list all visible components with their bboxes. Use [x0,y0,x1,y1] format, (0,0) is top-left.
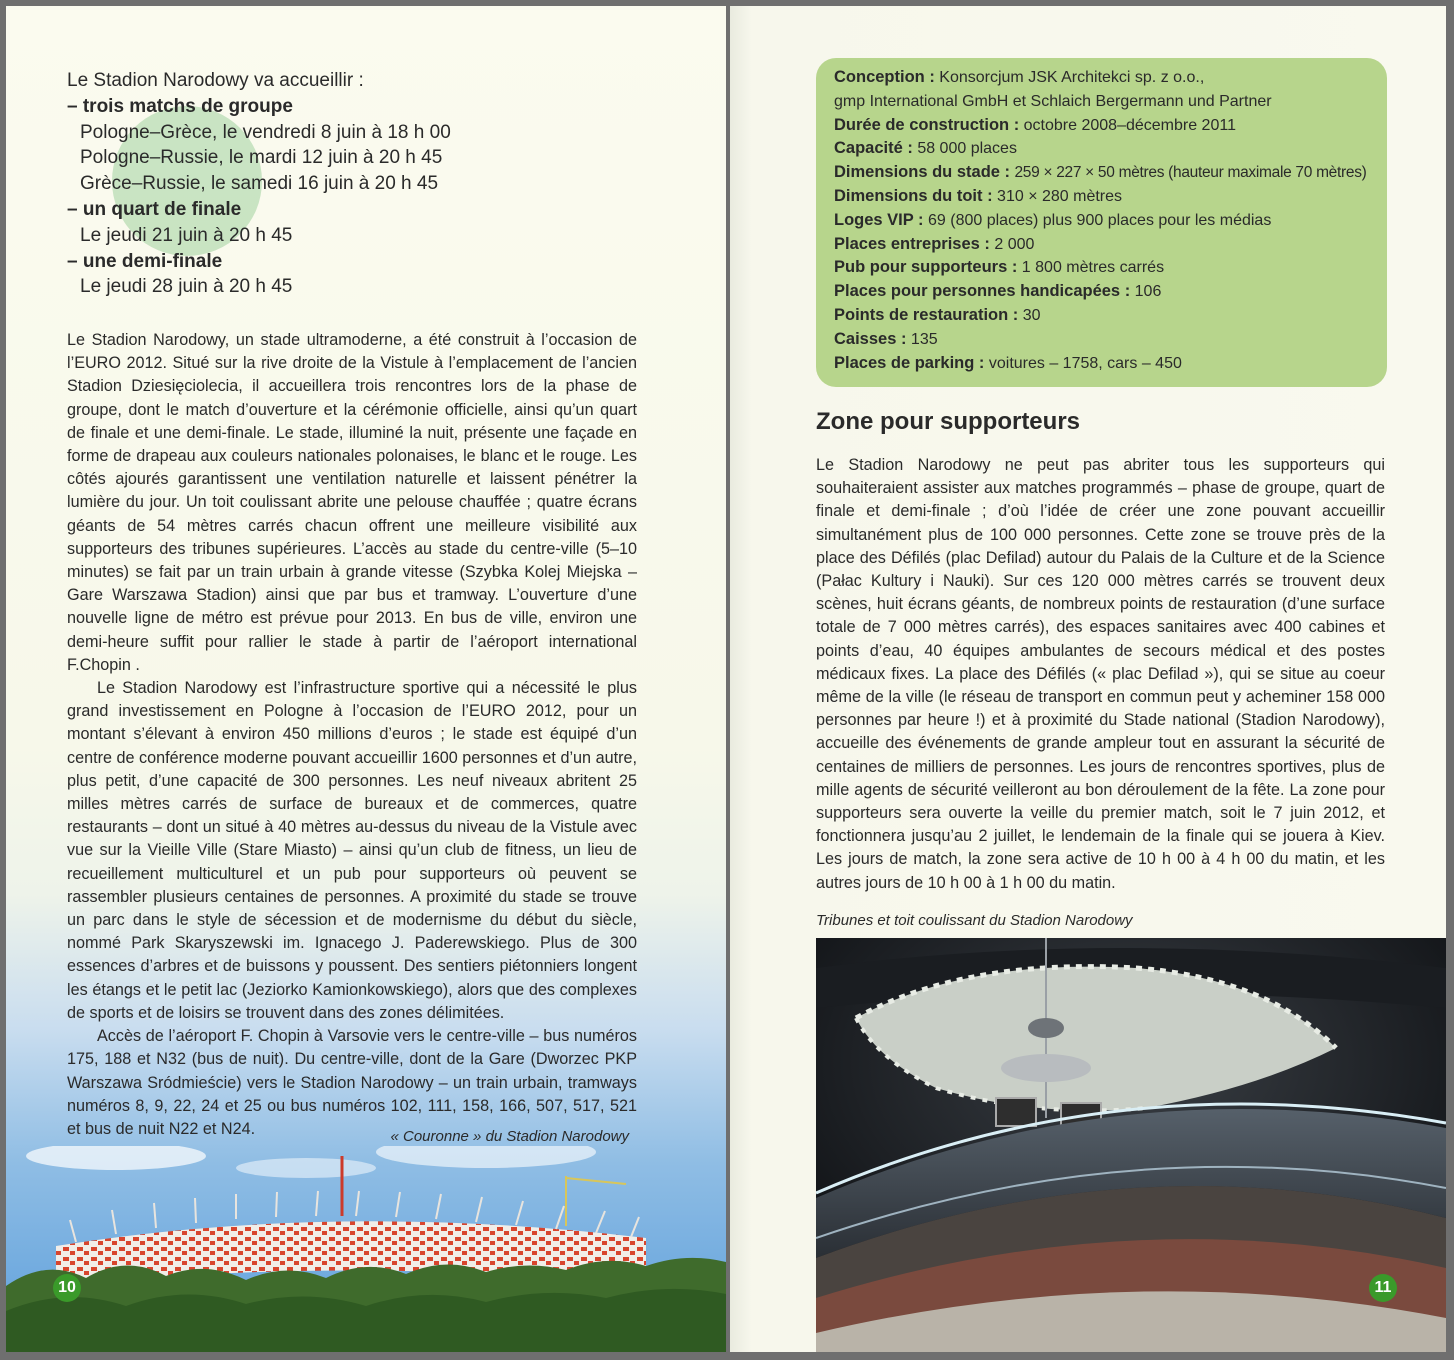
fact-value: 1 800 mètres carrés [1021,259,1165,277]
fact-value: octobre 2008–décembre 2011 [1023,116,1236,134]
fact-value: 259 × 227 × 50 mètres (hauteur maximale 70 mètres) [1014,164,1367,182]
fact-value: voitures – 1758, cars – 450 [988,354,1182,372]
stadium-crown-caption: « Couronne » du Stadion Narodowy [390,1128,629,1145]
group-matches-heading: – trois matchs de groupe [67,95,293,117]
fan-zone-paragraph: Le Stadion Narodowy ne peut pas abriter tous les supporteurs qui souhaiteraient assister aux matches programmés – phase de groupe, quart de finale et demi-finale ; d’où l’idée de créer une zone pouvant accueillir simultanément plus de 100 000 personnes. Cette zone se trouve près de la place des Défilés (plac Defilad) autour du Palais de la Culture et de la Science (Pałac Kultury i Nauki). Sur ces 120 000 mètres carrés se trouvent deux scènes, huit écrans géants, de nombreux points de restauration (d’une surface totale de 7 000 mètres carrés), des espaces sanitaires avec 400 cabines et points d’eau, 40 équipes ambulantes de secours médical et des postes médicaux fixes. La place des Défilés (« plac Defilad »), qui se situe au coeur même de la ville (le réseau de transport en commun peut y acheminer 158 000 personnes par heure !) et à proximité du Stade national (Stadion Narodowy), accueille des événements de grande ampleur tout en assurant la sécurité de centaines de milliers de personnes. Les jours de rencontres sportives, plus de mille agents de sécurité veilleront au bon déroulement de la fête. La zone pour supporteurs sera ouverte la veille du premier match, soit le 7 juin 2012, et fonctionnera jusqu’au 2 juillet, le lendemain de la finale qui se jouera à Kiev. Les jours de match, la zone sera active de 10 h 00 à 4 h 00 du matin, et les autres jours de 10 h 00 à 1 h 00 du matin. [816,456,1385,892]
fact-row [834,90,1387,114]
match-item: Grèce–Russie, le samedi 16 juin à 20 h 45 [80,173,439,195]
match-item: Le jeudi 28 juin à 20 h 45 [80,276,293,298]
match-item: Pologne–Grèce, le vendredi 8 juin à 18 h 00 [80,121,451,143]
fact-row [834,256,1387,280]
fact-value: Konsorcjum JSK Architekci sp. z o.o., [939,69,1205,86]
left-page [6,6,726,1352]
stadium-facts-box [816,58,1387,387]
fact-label: Dimensions du toit : [834,186,993,205]
fact-label: Places de parking : [834,353,985,372]
paragraph: Accès de l’aéroport F. Chopin à Varsovie vers le centre-ville – bus numéros 175, 188 et N32 (bus de nuit). Du centre-ville, dont de la Gare (Dworzec PKP Warszawa Sródmieście) vers le Stadion Narodowy – un train urbain, tramways numéros 8, 9, 22, 24 et 25 ou bus numéros 102, 111, 158, 166, 507, 517, 521 et bus de nuit N22 et N24. [67,1027,637,1138]
fact-label: Dimensions du stade : [834,163,1011,182]
match-schedule [67,68,451,300]
fact-value: 2 000 [994,235,1035,253]
fact-label: Points de restauration : [834,305,1019,324]
match-item: Pologne–Russie, le mardi 12 juin à 20 h 45 [80,147,443,169]
fact-row [834,114,1387,138]
left-body-text [67,329,637,1141]
fact-value: 30 [1022,306,1041,324]
fact-label: Pub pour supporteurs : [834,258,1018,277]
match-item: Le jeudi 21 juin à 20 h 45 [80,224,293,246]
semi-final-heading: – une demi-finale [67,250,223,272]
fact-value: 106 [1134,283,1162,301]
fact-label: Capacité : [834,139,913,158]
fact-value: 69 (800 places) plus 900 places pour les médias [928,211,1272,229]
fact-value: gmp International GmbH et Schlaich Bergermann und Partner [834,92,1272,110]
fact-label: Caisses : [834,329,907,348]
fact-label: Durée de construction : [834,115,1020,134]
stadium-interior-photo [816,938,1446,1352]
schedule-intro: Le Stadion Narodowy va accueillir : [67,70,364,91]
fact-row [834,137,1387,161]
fact-row [834,209,1387,233]
fact-label: Places entreprises : [834,234,990,253]
stadium-exterior-photo [6,1146,726,1352]
fact-row [834,280,1387,304]
paragraph: Le Stadion Narodowy est l’infrastructure sportive qui a nécessité le plus grand investissement en Pologne à l’occasion de l’EURO 2012, pour un montant s’élevant à environ 450 millions d’euros ; le stade est équipé d’un centre de conférence moderne pouvant accueillir 1600 personnes et d’un autre, plus petit, d’une capacité de 300 personnes. Les neuf niveaux abritent 25 milles mètres carrés de surface de bureaux et de commerces, quatre restaurants – dont un situé à 40 mètres au-dessus du niveau de la Vistule avec vue sur la Vieille Ville (Stare Miasto) – ainsi qu’un club de fitness, un lieu de recueillement multiculturel et un pub pour supporteurs où peuvent se rassembler plusieurs centaines de personnes. A proximité du stade se trouve un parc dans le style de sécession et de modernisme du début du siècle, nommé Park Skaryszewski im. Ignacego J. Paderewskiego. Plus de 300 essences d’arbres et de buissons y poussent. Des sentiers piétonniers longent les étangs et le petit lac (Jeziorko Kamionkowskiego), alors que des complexes de sports et de loisirs se trouvent dans des zones délimitées. [67,679,637,1022]
page-number-badge: 10 [53,1274,81,1302]
fact-row [834,304,1387,328]
fact-row [834,328,1387,352]
fact-label: Conception : [834,68,935,86]
fact-value: 135 [910,330,938,348]
right-page [730,6,1446,1352]
fact-label: Loges VIP : [834,210,924,229]
fact-row [834,66,1387,90]
fact-value: 58 000 places [917,140,1017,158]
fact-label: Places pour personnes handicapées : [834,282,1131,301]
quarter-final-heading: – un quart de finale [67,198,242,220]
stadium-interior-caption: Tribunes et toit coulissant du Stadion Narodowy [816,912,1133,929]
fact-row [834,352,1387,376]
fact-row [834,233,1387,257]
section-title: Zone pour supporteurs [816,408,1080,435]
fact-row [834,185,1387,209]
page-number-badge: 11 [1369,1274,1397,1302]
fact-row [834,161,1387,185]
fact-value: 310 × 280 mètres [997,187,1123,205]
paragraph: Le Stadion Narodowy, un stade ultramoderne, a été construit à l’occasion de l’EURO 2012. Situé sur la rive droite de la Vistule à l’emplacement de l’ancien Stadion Dziesięciolecia, il accueillera trois rencontres lors de la phase de groupe, dont le match d’ouverture et la cérémonie officielle, ainsi qu’un quart de finale et une demi-finale. Le stade, illuminé la nuit, présente une façade en forme de drapeau aux couleurs nationales polonaises, le blanc et le rouge. Les côtés ajourés garantissent une ventilation naturelle et laissent pénétrer la lumière du jour. Un toit coulissant abrite une pelouse chauffée ; quatre écrans géants de 54 mètres carrés chacun offrent une meilleure visibilité aux supporteurs des tribunes supérieures. L’accès au stade du centre-ville (5–10 minutes) se fait par un train urbain à grande vitesse (Szybka Kolej Miejska – Gare Warszawa Stadion) ainsi que par bus et tramway. L’ouverture d’une nouvelle ligne de métro est prévue pour 2013. En bus de ville, environ une demi-heure suffit pour rallier le stade à partir de l’aéroport international F.Chopin . [67,331,637,674]
